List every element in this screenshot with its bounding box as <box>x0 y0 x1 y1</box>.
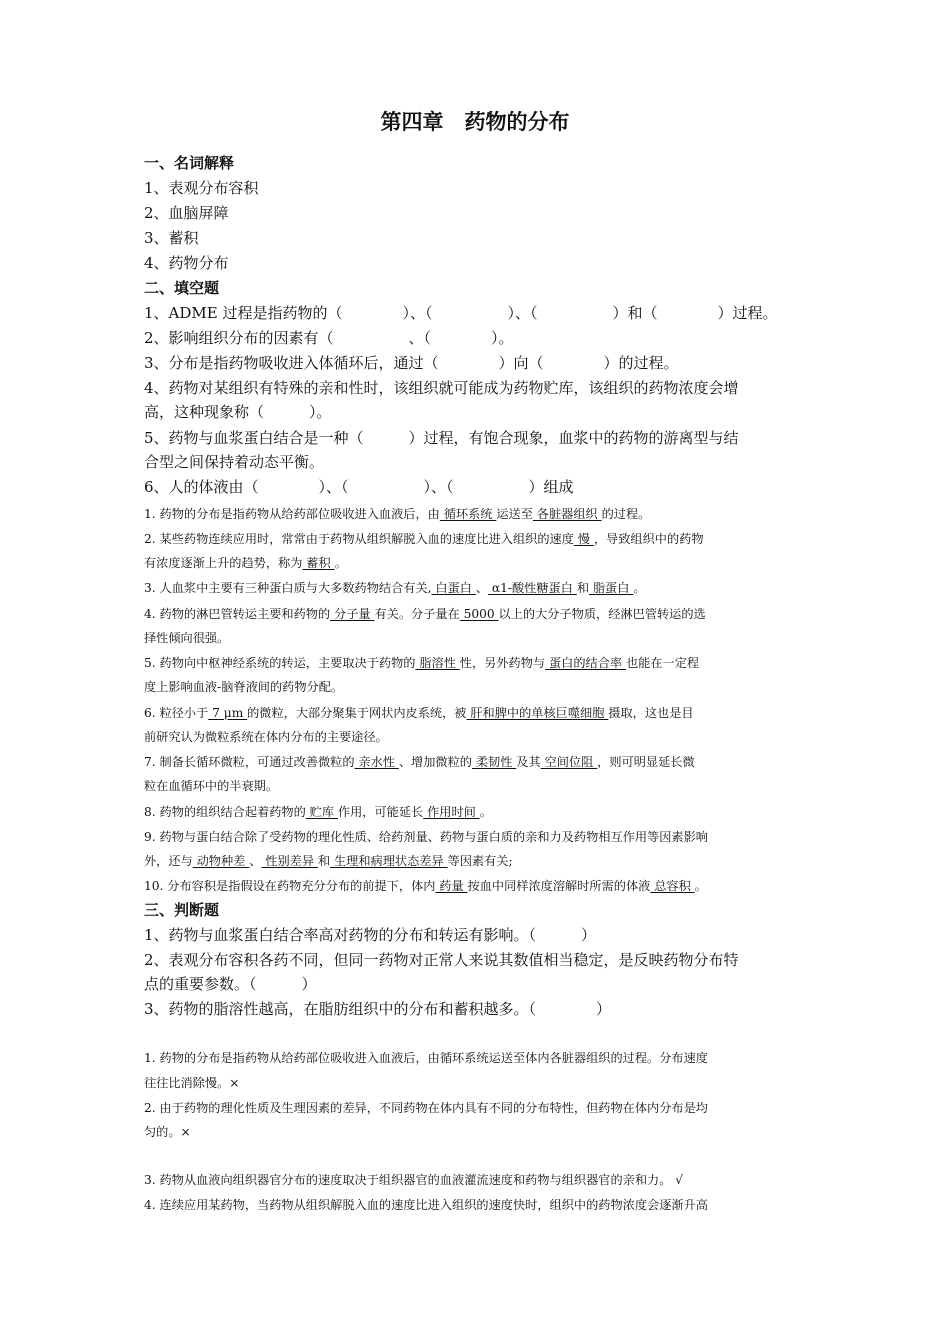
fill-question-cont: 高，这种现象称（ ）。 <box>144 403 332 421</box>
definition-item: 3、蓄积 <box>144 229 199 247</box>
fill-question: 3、分布是指药物吸收进入体循环后，通过（ ）向（ ）的过程。 <box>144 354 679 372</box>
fill-answer-cont: 有浓度逐渐上升的趋势，称为 蓄积 。 <box>144 556 347 570</box>
fill-answer: 8. 药物的组织结合起着药物的 贮库 作用，可能延长 作用时间 。 <box>144 805 492 819</box>
judge-answer: 1. 药物的分布是指药物从给药部位吸收进入血液后，由循环系统运送至体内各脏器组织的过程。分布速度 <box>144 1051 708 1065</box>
fill-answer-cont: 粒在血循环中的半衰期。 <box>144 779 279 793</box>
fill-answer: 1. 药物的分布是指药物从给药部位吸收进入血液后，由 循环系统 运送至 各脏器组织 的过程。 <box>144 507 651 521</box>
section-heading-true-false: 三、判断题 <box>144 901 220 919</box>
fill-answer: 4. 药物的淋巴管转运主要和药物的 分子量 有关。分子量在 5000 以上的大分子物质，经淋巴管转运的选 <box>144 607 706 621</box>
section-heading-definitions: 一、名词解释 <box>144 154 235 172</box>
judge-answer: 2. 由于药物的理化性质及生理因素的差异，不同药物在体内具有不同的分布特性，但药物在体内分布是均 <box>144 1101 708 1115</box>
fill-question: 2、影响组织分布的因素有（ 、（ ）。 <box>144 329 514 347</box>
definition-item: 2、血脑屏障 <box>144 204 229 222</box>
fill-answer: 7. 制备长循环微粒，可通过改善微粒的 亲水性 、增加微粒的 柔韧性 及其 空间位阻 ，则可明显延长微 <box>144 755 695 769</box>
definition-item: 4、药物分布 <box>144 254 229 272</box>
chapter-title: 第四章 药物的分布 <box>380 110 570 134</box>
section-heading-fill-in: 二、填空题 <box>144 279 220 297</box>
fill-answer: 2. 某些药物连续应用时，常常由于药物从组织解脱入血的速度比进入组织的速度 慢 ，导致组织中的药物 <box>144 532 704 546</box>
fill-answer-cont: 择性倾向很强。 <box>144 631 230 645</box>
judge-question: 1、药物与血浆蛋白结合率高对药物的分布和转运有影响。（ ） <box>144 926 597 944</box>
fill-question: 4、药物对某组织有特殊的亲和性时，该组织就可能成为药物贮库，该组织的药物浓度会增 <box>144 379 739 397</box>
fill-question-cont: 合型之间保持着动态平衡。 <box>144 453 325 471</box>
fill-answer: 10. 分布容积是指假设在药物充分分布的前提下，体内 药量 按血中同样浓度溶解时所需的体液 总容积 。 <box>144 879 707 893</box>
judge-question: 2、表观分布容积各药不同，但同一药物对正常人来说其数值相当稳定，是反映药物分布特 <box>144 951 739 969</box>
fill-answer: 6. 粒径小于 7 μm 的微粒，大部分聚集于网状内皮系统，被 肝和脾中的单核巨噬细胞 摄取，这也是目 <box>144 706 694 720</box>
judge-answer: 3. 药物从血液向组织器官分布的速度取决于组织器官的血液灌流速度和药物与组织器官的亲和力。 √ <box>144 1173 684 1187</box>
judge-answer-cont: 往往比消除慢。× <box>144 1076 240 1090</box>
fill-answer: 9. 药物与蛋白结合除了受药物的理化性质、给药剂量、药物与蛋白质的亲和力及药物相互作用等因素影响 <box>144 830 708 844</box>
fill-answer-cont: 外，还与 动物种差 、 性别差异 和 生理和病理状态差异 等因素有关; <box>144 854 513 868</box>
fill-answer-cont: 前研究认为微粒系统在体内分布的主要途径。 <box>144 730 388 744</box>
fill-answer: 5. 药物向中枢神经系统的转运，主要取决于药物的 脂溶性 性，另外药物与 蛋白的结合率 也能在一定程 <box>144 656 700 670</box>
fill-answer-cont: 度上影响血液-脑脊液间的药物分配。 <box>144 680 344 694</box>
fill-question: 5、药物与血浆蛋白结合是一种（ ）过程，有饱合现象，血浆中的药物的游离型与结 <box>144 429 739 447</box>
judge-question-cont: 点的重要参数。（ ） <box>144 975 317 993</box>
fill-question: 6、人的体液由（ ）、（ ）、（ ）组成 <box>144 478 574 496</box>
judge-answer: 4. 连续应用某药物，当药物从组织解脱入血的速度比进入组织的速度快时，组织中的药物浓度会逐渐升高 <box>144 1198 708 1212</box>
fill-question: 1、ADME 过程是指药物的（ ）、（ ）、（ ）和（ ）过程。 <box>144 304 778 322</box>
definition-item: 1、表观分布容积 <box>144 179 259 197</box>
judge-question: 3、药物的脂溶性越高，在脂肪组织中的分布和蓄积越多。（ ） <box>144 1000 612 1018</box>
judge-answer-cont: 匀的。× <box>144 1125 191 1139</box>
fill-answer: 3. 人血浆中主要有三种蛋白质与大多数药物结合有关, 白蛋白 、 α1-酸性糖蛋白 和 脂蛋白 。 <box>144 581 646 595</box>
